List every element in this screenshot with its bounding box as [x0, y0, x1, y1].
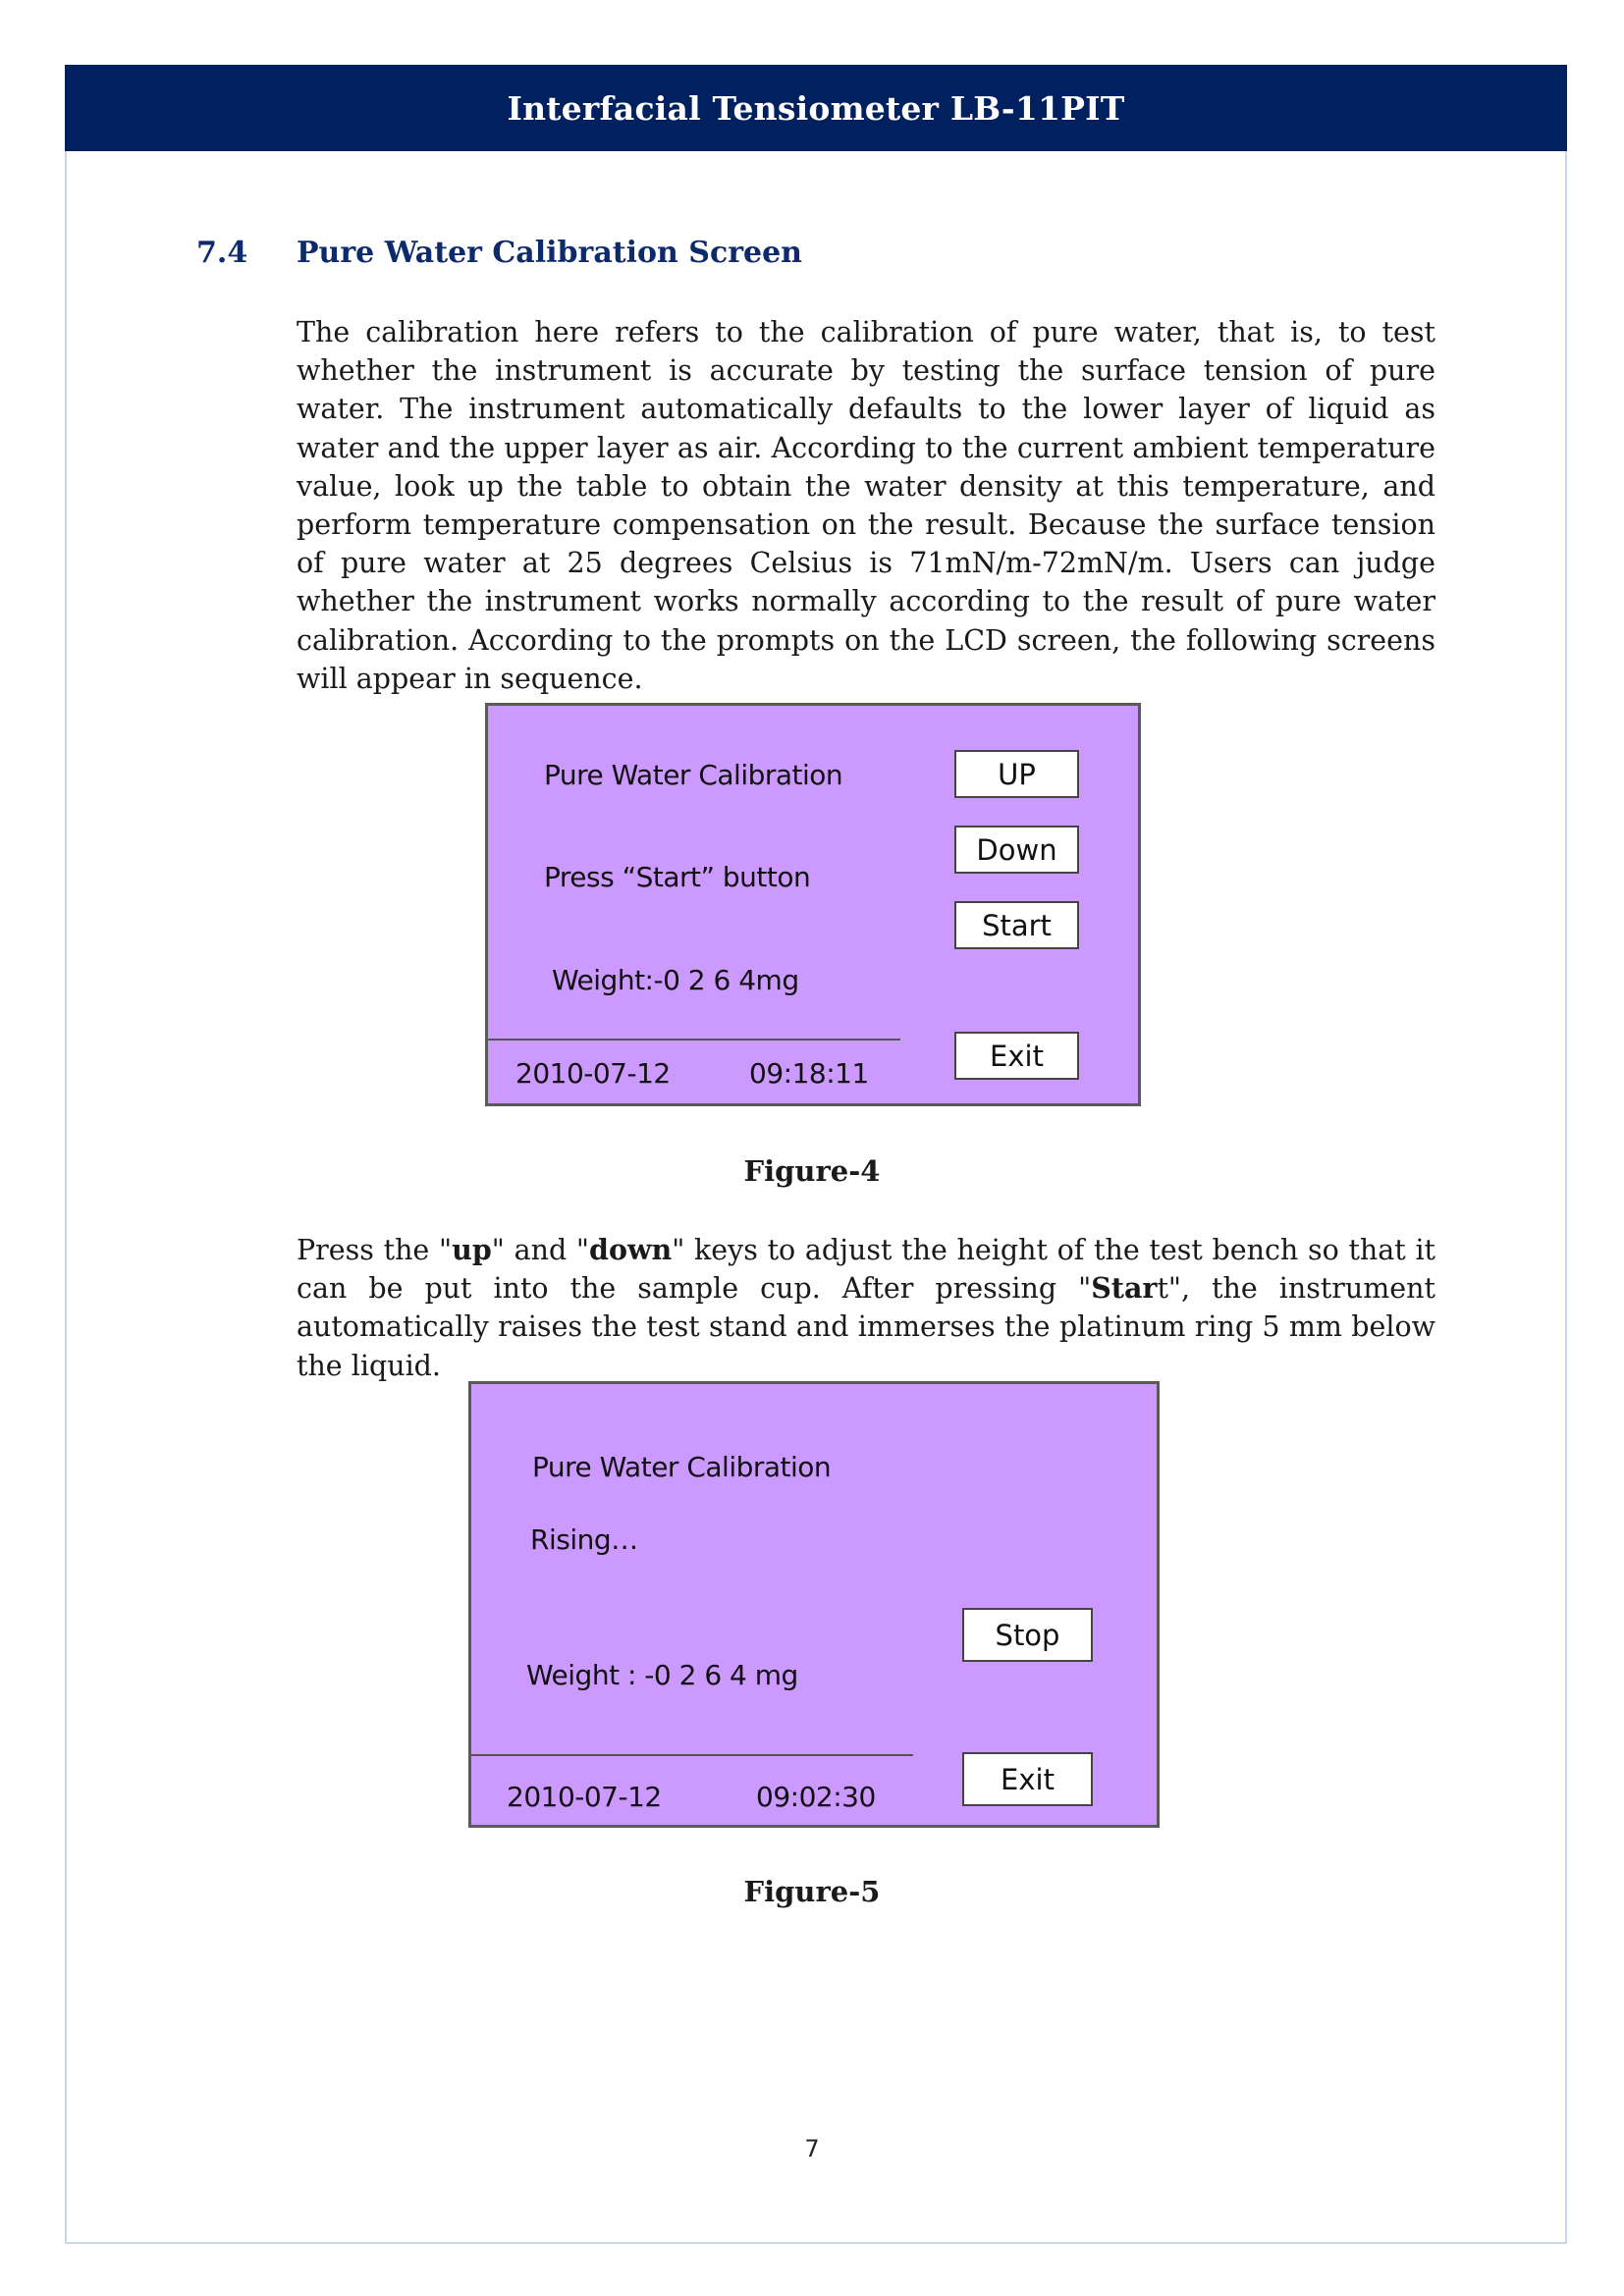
down-button[interactable]: Down	[954, 826, 1079, 874]
lcd-time: 09:18:11	[749, 1057, 869, 1090]
lcd-prompt: Press “Start” button	[544, 861, 811, 893]
lcd-screen-figure-5	[468, 1381, 1160, 1828]
section-title: Pure Water Calibration Screen	[297, 236, 802, 270]
lcd-date: 2010-07-12	[507, 1781, 662, 1813]
lcd-title: Pure Water Calibration	[544, 759, 843, 791]
instructions-paragraph	[297, 1231, 1435, 1385]
lcd-screen-figure-4	[485, 703, 1141, 1106]
start-button[interactable]: Start	[954, 901, 1079, 949]
para2-text: Press the "	[297, 1234, 453, 1266]
header-title: Interfacial Tensiometer LB-11PIT	[507, 88, 1125, 128]
para2-text: " and "	[491, 1234, 590, 1266]
up-button[interactable]: UP	[954, 750, 1079, 798]
para2-up-key: up	[452, 1233, 492, 1266]
exit-button[interactable]: Exit	[962, 1752, 1093, 1806]
lcd-weight: Weight : -0 2 6 4 mg	[526, 1659, 798, 1691]
lcd-divider	[488, 1039, 900, 1041]
section-number: 7.4	[196, 236, 248, 270]
lcd-weight: Weight:-0 2 6 4mg	[552, 964, 799, 996]
exit-button[interactable]: Exit	[954, 1032, 1079, 1080]
page-header	[65, 65, 1567, 151]
para2-text: " keys to adjust the height of the test bench so that it can be put into the sample cup. After pressing "	[297, 1234, 1436, 1306]
page-number: 7	[804, 2135, 820, 2163]
lcd-date: 2010-07-12	[515, 1057, 671, 1090]
intro-paragraph: The calibration here refers to the calibration of pure water, that is, to test whether the instrument is accurate by testing the surface tension of pure water. The instrument automatically defaults to the lower layer of liquid as water and the upper layer as air. According to the current ambient temperature value, look up the table to obtain the water density at this temperature, and perform temperature compensation on the result. Because the surface tension of pure water at 25 degrees Celsius is 71mN/m-72mN/m. Users can judge whether the instrument works normally according to the result of pure water calibration. According to the prompts on the LCD screen, the following screens will appear in sequence.	[297, 316, 1435, 695]
lcd-status: Rising…	[530, 1523, 638, 1556]
stop-button[interactable]: Stop	[962, 1608, 1093, 1662]
para2-text: t", the instrument automatically raises the test stand and immerses the platinum ring 5 mm below the liquid.	[297, 1272, 1435, 1382]
lcd-divider	[471, 1754, 913, 1756]
para2-down-key: down	[589, 1233, 673, 1266]
figure-4-caption: Figure-4	[743, 1154, 881, 1188]
lcd-title: Pure Water Calibration	[532, 1451, 832, 1483]
figure-5-caption: Figure-5	[743, 1875, 881, 1908]
lcd-time: 09:02:30	[756, 1781, 876, 1813]
para2-start-key: Star	[1091, 1271, 1158, 1306]
